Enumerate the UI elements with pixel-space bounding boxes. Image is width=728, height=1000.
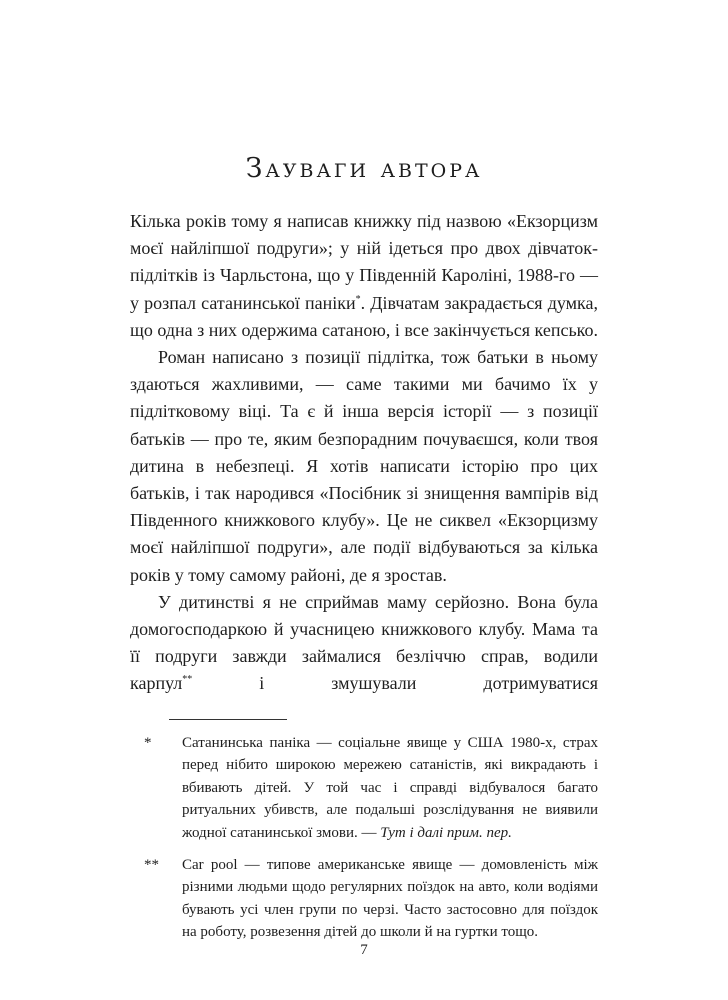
paragraph-3-text-end: і змушували дотримуватися	[192, 673, 598, 694]
paragraph-3	[130, 589, 598, 698]
chapter-title: Зауваги автора	[245, 153, 483, 184]
footnotes	[130, 732, 598, 944]
footnote-divider	[169, 719, 287, 720]
page-number: 7	[360, 942, 368, 958]
paragraph-1-text: Кілька років тому я написав книжку під назвою «Екзорцизм моєї найліпшої подруги»; у ній ідеться про двох дівчаток-підлітків із Чарльстона, що у Південній Кароліні, 1988-го — у розпал сатанинської паніки	[130, 211, 598, 313]
footnote-2-text: Car pool — типове американське явище — домовленість між різними людьми щодо регулярних поїздок на авто, коли водіями бувають усі член групи по черзі. Часто застосовно для поїздок на роботу, розвезення дітей до школи й на гуртки тощо.	[182, 856, 598, 941]
footnote-2-body	[182, 854, 598, 944]
paragraph-2	[130, 344, 598, 589]
footnote-1	[130, 732, 598, 845]
footnote-ref-2[interactable]: **	[182, 674, 193, 686]
footnote-1-translator-note: Тут і далі прим. пер.	[380, 825, 512, 842]
footnote-1-text: Сатанинська паніка — соціальне явище у США 1980-х, страх перед нібито широкою мережею сатаністів, які викрадають і вбивають дітей. У той час і справді відбувалося багато ритуальних убивств, але подальші розслідування не виявили жодної сатанинської змови. —	[182, 734, 598, 842]
paragraph-2-text: Роман написано з позиції підлітка, тож батьки в ньому здаються жахливими, — саме такими ми бачимо їх у підлітковому віці. Та є й інша версія історії — з позиції батьків — про те, яким безпорадним почуваєшся, коли твоя дитина в небезпеці. Я хотів написати історію про цих батьків, і так народився «Посібник зі знищення вампірів від Південного книжкового клубу». Це не сиквел «Екзорцизму моєї найліпшої подруги», але події відбуваються за кілька років у тому самому районі, де я зростав.	[130, 347, 598, 585]
main-text	[130, 208, 598, 698]
footnote-2	[130, 854, 598, 944]
footnote-1-body	[182, 732, 598, 845]
footnote-2-mark: **	[144, 856, 159, 873]
book-page	[130, 148, 598, 953]
paragraph-1-text-end: . Дівчатам закрадається думка, що одна з них одержима сатаною, і все закінчується кепсько.	[130, 292, 598, 340]
footnote-1-mark: *	[144, 734, 152, 751]
footnote-ref-1[interactable]: *	[355, 293, 361, 305]
paragraph-3-text: У дитинстві я не сприймав маму серйозно. Вона була домогосподаркою й учасницею книжкового клубу. Мама та її подруги завжди займалися безліччю справ, водили карпул	[130, 591, 598, 694]
paragraph-1	[130, 208, 598, 344]
